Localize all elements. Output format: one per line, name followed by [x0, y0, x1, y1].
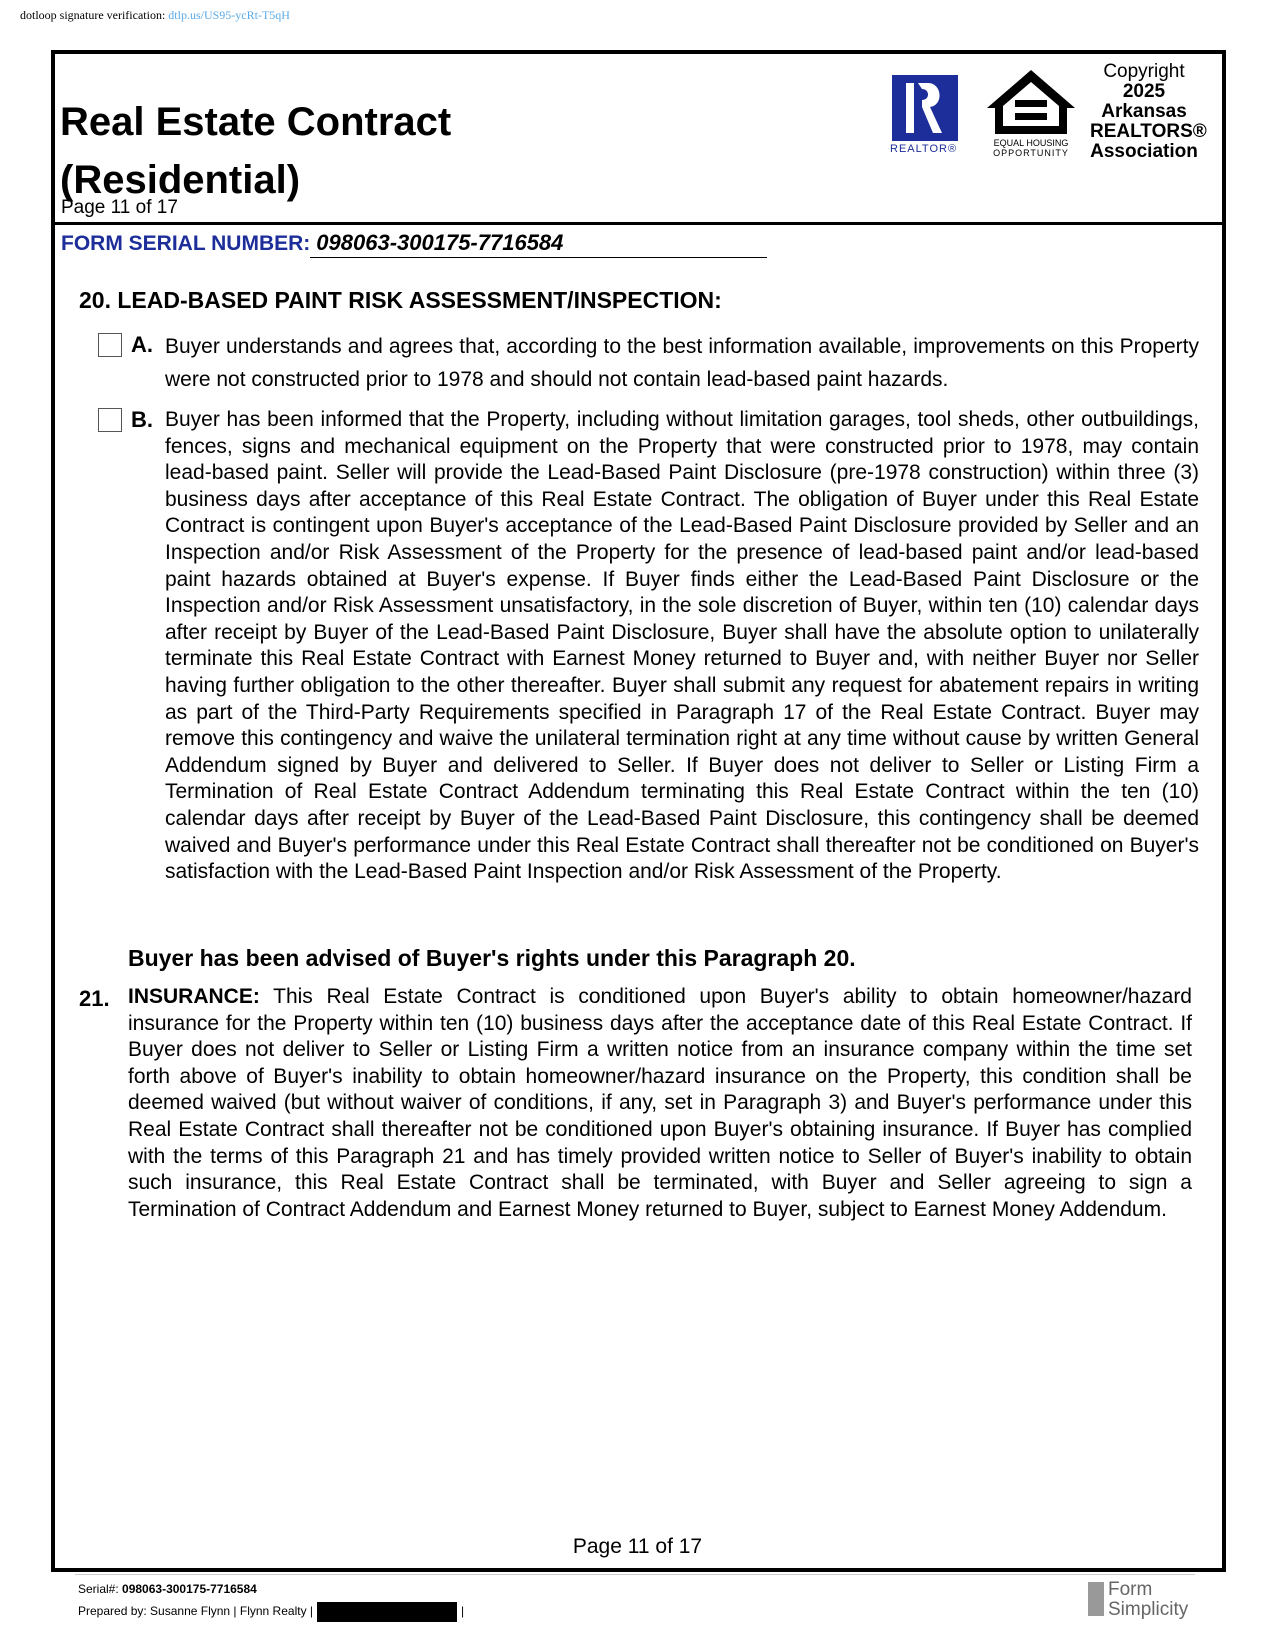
option-a-text: Buyer understands and agrees that, according to the best information available, improvements on this Property were not constructed prior to 1978 and should not contain lead-based paint hazards.	[165, 335, 1199, 391]
title-line-1: Real Estate Contract	[60, 100, 452, 144]
prepared-by-text: Prepared by: Susanne Flynn | Flynn Realty |	[78, 1604, 314, 1619]
section-21-text	[128, 984, 1192, 1223]
option-a-letter: A.	[131, 332, 153, 357]
redacted-block	[317, 1602, 457, 1622]
footer-divider	[75, 1574, 1195, 1575]
copyright-line: Arkansas	[1101, 101, 1187, 122]
footer-serial-value: 098063-300175-7716584	[122, 1582, 257, 1596]
copyright-line: Copyright	[1103, 61, 1185, 82]
title-line-2: (Residential)	[60, 158, 301, 202]
brand-line-1: Form	[1108, 1579, 1153, 1600]
option-b-text: Buyer has been informed that the Property, including without limitation garages, tool sheds, other outbuildings, fences, signs and mechanical equipment on the Property that were constructed prior to 1978, may contain lead-based paint. Seller will provide the Lead-Based Paint Disclosure (pre-1978 construction) within three (3) business days after acceptance of this Real Estate Contract. The obligation of Buyer under this Real Estate Contract is contingent upon Buyer's acceptance of the Lead-Based Paint Disclosure provided by Seller and an Inspection and/or Risk Assessment of the Property for the presence of lead-based paint and/or lead-based paint hazards obtained at Buyer's expense. If Buyer finds either the Lead-Based Paint Disclosure or the Inspection and/or Risk Assessment unsatisfactory, in the sole discretion of Buyer, within ten (10) calendar days after receipt by Buyer of the Lead-Based Paint Disclosure, Buyer shall have the absolute option to unilaterally terminate this Real Estate Contract with Earnest Money returned to Buyer and, with neither Buyer nor Seller having further obligation to the other thereafter. Buyer shall submit any request for abatement repairs in writing as part of the Third-Party Requirements specified in Paragraph 17 of the Real Estate Contract. Buyer may remove this contingency and waive the unilateral termination right at any time without cause by written General Addendum signed by Buyer and delivered to Seller. If Buyer does not deliver to Seller or Listing Firm a Termination of Real Estate Contract Addendum terminating this Real Estate Contract within the ten (10) calendar days after receipt by Buyer of the Lead-Based Paint Disclosure, this contingency shall be deemed waived and Buyer's performance under this Real Estate Contract shall thereafter not be conditioned on Buyer's satisfaction with the Lead-Based Paint Inspection and/or Risk Assessment of the Property.	[165, 408, 1199, 884]
form-serial-number	[61, 230, 563, 256]
advised-notice: Buyer has been advised of Buyer's rights under this Paragraph 20.	[128, 945, 856, 971]
option-a-checkbox[interactable]	[98, 333, 122, 357]
svg-text:OPPORTUNITY: OPPORTUNITY	[993, 148, 1069, 158]
page-number-top: Page 11 of 17	[61, 197, 178, 218]
footer-serial-label: Serial#:	[78, 1582, 119, 1596]
header-divider	[51, 222, 1226, 225]
svg-text:EQUAL HOUSING: EQUAL HOUSING	[993, 138, 1069, 148]
form-simplicity-document-icon	[1088, 1582, 1104, 1616]
section-21-body: This Real Estate Contract is conditioned upon Buyer's ability to obtain homeowner/hazard insurance for the Property within ten (10) business days after the acceptance date of this Real Estate Contract. If Buyer does not deliver to Seller or Listing Firm a written notice from an insurance company within the time set forth above of Buyer's inability to obtain homeowner/hazard insurance on the Property, this condition shall be deemed waived (but without waiver of conditions, if any, set in Paragraph 3) and Buyer's performance under this Real Estate Contract shall thereafter not be conditioned upon Buyer's obtaining insurance. If Buyer has complied with the terms of this Paragraph 21 and has timely provided written notice to Seller of Buyer's inability to obtain such insurance, this Real Estate Contract shall be terminated, with Buyer and Seller agreeing to sign a Termination of Contract Addendum and Earnest Money returned to Buyer, subject to Earnest Money Addendum.	[128, 985, 1192, 1221]
copyright-notice	[1090, 61, 1207, 162]
realtor-logo-text: REALTOR®	[890, 143, 958, 155]
signature-verification	[20, 8, 290, 23]
verification-label: dotloop signature verification:	[20, 8, 166, 22]
copyright-year: 2025	[1122, 81, 1166, 102]
section-21-number: 21.	[79, 986, 110, 1011]
verification-link[interactable]: dtlp.us/US95-ycRt-T5qH	[168, 8, 290, 22]
copyright-line: Association	[1090, 141, 1198, 162]
section-21-title: INSURANCE:	[128, 985, 260, 1008]
footer-prepared-by	[78, 1602, 464, 1622]
footer-serial	[78, 1582, 257, 1596]
brand-line-2: Simplicity	[1108, 1599, 1189, 1620]
serial-label: FORM SERIAL NUMBER:	[61, 232, 311, 255]
option-b-checkbox[interactable]	[98, 408, 122, 432]
page-number-bottom: Page 11 of 17	[572, 1535, 703, 1558]
equal-housing-logo-icon	[985, 68, 1077, 160]
serial-value: 098063-300175-7716584	[316, 230, 564, 255]
footer-separator: |	[461, 1604, 465, 1619]
copyright-line: REALTORS®	[1090, 121, 1207, 142]
option-b-letter: B.	[131, 407, 153, 432]
realtor-logo-icon	[892, 75, 958, 141]
page-title	[60, 93, 451, 209]
serial-underline	[310, 257, 767, 258]
form-simplicity-logo	[1108, 1580, 1188, 1620]
section-20-heading: 20. LEAD-BASED PAINT RISK ASSESSMENT/INSPECTION:	[79, 287, 722, 313]
